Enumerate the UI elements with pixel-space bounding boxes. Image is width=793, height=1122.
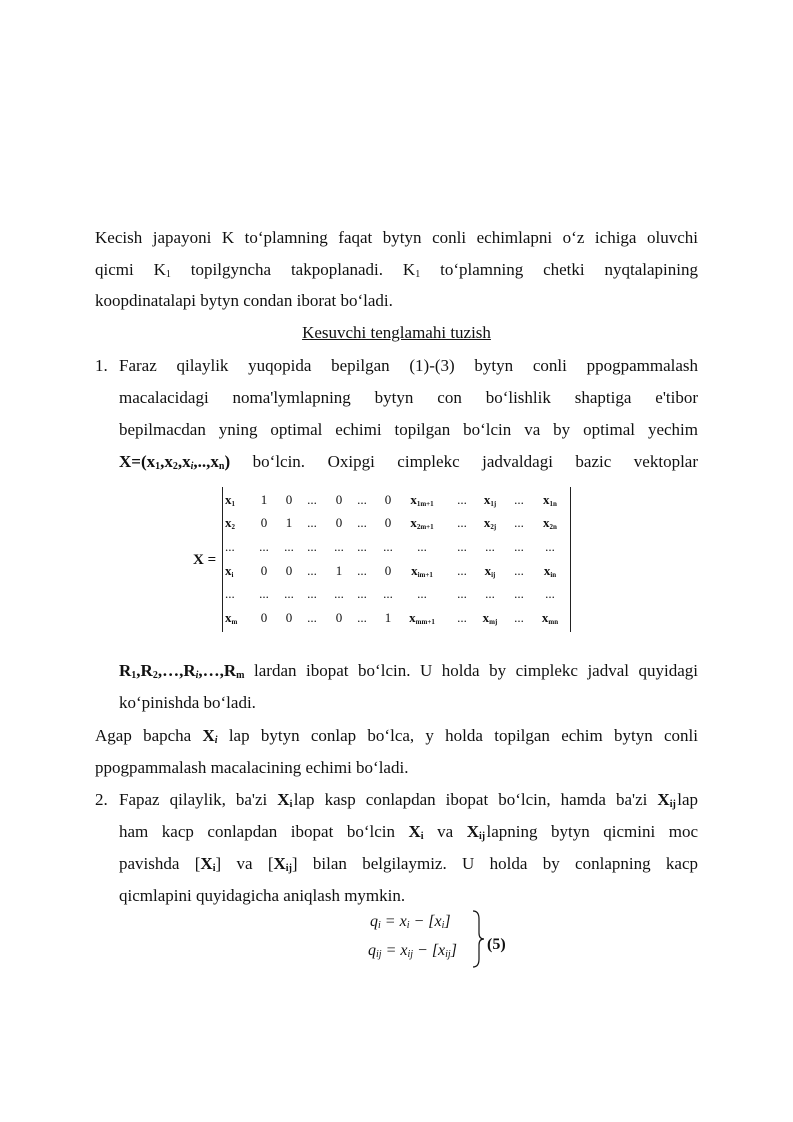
item-1-line-3: bepilmacdan yning optimal echimi topilgan bo‘lcin va by optimal yechim bbox=[119, 420, 698, 439]
item-1-line-4: $X=(x_1,x_2,x_i,..,x_n)$ bo‘lcin. Oxipgi cimplekc jadvaldagi bazic vektoplar bbox=[119, 452, 699, 472]
matrix-cell: 0 bbox=[285, 610, 293, 625]
matrix-cell: ... bbox=[357, 492, 367, 507]
matrix-cell: 1 bbox=[335, 563, 343, 578]
matrix-cell: $x_{2j}$ bbox=[483, 515, 497, 531]
equation-number: (5) bbox=[487, 936, 506, 953]
item-1-line-2: macalacidagi noma'lymlapning bytyn con bo‘lishlik shaptiga e'tibor bbox=[119, 388, 698, 407]
matrix-cell: ... bbox=[417, 586, 427, 601]
matrix-cell: ... bbox=[259, 539, 269, 554]
matrix-cell: ... bbox=[334, 586, 344, 601]
matrix-cell: ... bbox=[357, 539, 367, 554]
item-2-line-1: Fapaz qilaylik, ba'zi $X_i$ lap kasp conlapdan ibopat bo‘lcin, hamda ba'zi $X_{ij}$ lap bbox=[119, 790, 699, 810]
matrix-cell: ... bbox=[307, 563, 317, 578]
matrix-cell: $x_{in}$ bbox=[543, 563, 557, 579]
matrix-cell: ... bbox=[357, 586, 367, 601]
matrix-cell: 0 bbox=[384, 492, 392, 507]
simplex-matrix bbox=[222, 487, 571, 632]
matrix-cell: ... bbox=[334, 539, 344, 554]
matrix-cell: ... bbox=[514, 586, 524, 601]
matrix-cell: 0 bbox=[260, 563, 268, 578]
matrix-cell: $x_{1j}$ bbox=[483, 492, 497, 508]
matrix-cell: $x_{ij}$ bbox=[484, 563, 496, 579]
matrix-cell: ... bbox=[284, 539, 294, 554]
equation-2: $q_{ij} = x_{ij} - [x_{ij}]$ bbox=[368, 942, 457, 960]
matrix-cell: ... bbox=[259, 586, 269, 601]
after-matrix-line-1: $R_1,R_2,\dots,R_i,\dots,R_m$ lardan ibopat bo‘lcin. U holda by cimplekc jadval quyidagi bbox=[119, 661, 699, 681]
paragraph-2-line-2: ppogpammalash macalacining echimi bo‘ladi. bbox=[95, 758, 409, 777]
matrix-cell: $x_{mn}$ bbox=[541, 610, 559, 626]
item-2-line-4: qicmlapini quyidagicha aniqlash mymkin. bbox=[119, 886, 406, 905]
matrix-cell: ... bbox=[417, 539, 427, 554]
matrix-cell: ... bbox=[514, 539, 524, 554]
matrix-cell: ... bbox=[457, 492, 467, 507]
matrix-cell: $x_{mj}$ bbox=[482, 610, 498, 626]
matrix-cell: ... bbox=[383, 586, 393, 601]
matrix-cell: $x_{2m+1}$ bbox=[410, 515, 434, 531]
matrix-cell: ... bbox=[307, 515, 317, 530]
matrix-cell: 1 bbox=[384, 610, 392, 625]
list-number-2: 2. bbox=[95, 790, 108, 809]
paragraph-1-line-1: Kecish japayoni K to‘plamning faqat bytyn conli echimlapni o‘z ichiga oluvchi bbox=[95, 228, 698, 247]
matrix-cell: ... bbox=[307, 586, 317, 601]
matrix-cell: ... bbox=[457, 515, 467, 530]
item-2-line-3: pavishda $[X_i]$ va $[X_{ij}]$ bilan belgilaymiz. U holda by conlapning kacp bbox=[119, 854, 699, 874]
matrix-cell: $x_{1m+1}$ bbox=[410, 492, 434, 508]
matrix-cell: 0 bbox=[335, 610, 343, 625]
matrix-cell: ... bbox=[514, 563, 524, 578]
matrix-cell: ... bbox=[457, 586, 467, 601]
after-matrix-line-2: ko‘pinishda bo‘ladi. bbox=[119, 693, 256, 712]
paragraph-1-line-2: qicmi $K_1$ topilgyncha takpoplanadi. $K_1$ to‘plamning chetki nyqtalapining bbox=[95, 260, 699, 280]
matrix-cell: ... bbox=[307, 492, 317, 507]
matrix-cell: ... bbox=[545, 586, 555, 601]
item-1-line-1: Faraz qilaylik yuqopida bepilgan (1)-(3) bytyn conli ppogpammalash bbox=[119, 356, 698, 375]
matrix-cell: 0 bbox=[384, 515, 392, 530]
right-brace-icon bbox=[471, 909, 485, 969]
matrix-cell: ... bbox=[357, 610, 367, 625]
matrix-cell: $x_{im+1}$ bbox=[411, 563, 433, 579]
matrix-cell: ... bbox=[485, 539, 495, 554]
matrix-cell: $x_i$ bbox=[225, 563, 234, 579]
matrix-cell: 0 bbox=[335, 515, 343, 530]
matrix-cell: ... bbox=[545, 539, 555, 554]
matrix-cell: ... bbox=[485, 586, 495, 601]
matrix-cell: $x_{mm+1}$ bbox=[409, 610, 435, 626]
matrix-cell: ... bbox=[307, 610, 317, 625]
matrix-cell: 0 bbox=[384, 563, 392, 578]
matrix-cell: ... bbox=[514, 492, 524, 507]
list-number-1: 1. bbox=[95, 356, 108, 375]
matrix-cell: ... bbox=[514, 610, 524, 625]
matrix-cell: 0 bbox=[260, 610, 268, 625]
matrix-cell: $x_2$ bbox=[225, 515, 235, 531]
matrix-cell: ... bbox=[457, 539, 467, 554]
matrix-cell: ... bbox=[457, 563, 467, 578]
matrix-cell: ... bbox=[357, 563, 367, 578]
section-heading: Kesuvchi tenglamahi tuzish bbox=[302, 323, 491, 342]
paragraph-1-line-3: koopdinatalapi bytyn condan iborat bo‘ladi. bbox=[95, 291, 393, 310]
matrix-cell: 1 bbox=[260, 492, 268, 507]
matrix-cell: 1 bbox=[285, 515, 293, 530]
matrix-cell: ... bbox=[284, 586, 294, 601]
matrix-cell: 0 bbox=[260, 515, 268, 530]
paragraph-2-line-1: Agap bapcha $X_i$ lap bytyn conlap bo‘lca, y holda topilgan echim bytyn conli bbox=[95, 726, 698, 746]
matrix-cell: 0 bbox=[285, 563, 293, 578]
matrix-cell: ... bbox=[307, 539, 317, 554]
matrix-cell: ... bbox=[514, 515, 524, 530]
matrix-cell: $x_1$ bbox=[225, 492, 235, 508]
matrix-cell: ... bbox=[457, 610, 467, 625]
matrix-cell: 0 bbox=[335, 492, 343, 507]
matrix-label: X = bbox=[193, 552, 217, 568]
item-2-line-2: ham kacp conlapdan ibopat bo‘lcin $X_i$ va $X_{ij}$ lapning bytyn qicmini moc bbox=[119, 822, 699, 842]
equation-1: $q_i = x_i - [x_i]$ bbox=[370, 913, 451, 931]
matrix-cell: $x_m$ bbox=[225, 610, 238, 626]
matrix-cell: $x_{2n}$ bbox=[543, 515, 557, 531]
matrix-cell: ... bbox=[225, 539, 235, 554]
matrix-cell: ... bbox=[383, 539, 393, 554]
matrix-cell: 0 bbox=[285, 492, 293, 507]
matrix-cell: ... bbox=[225, 586, 235, 601]
matrix-cell: ... bbox=[357, 515, 367, 530]
matrix-cell: $x_{1n}$ bbox=[543, 492, 557, 508]
